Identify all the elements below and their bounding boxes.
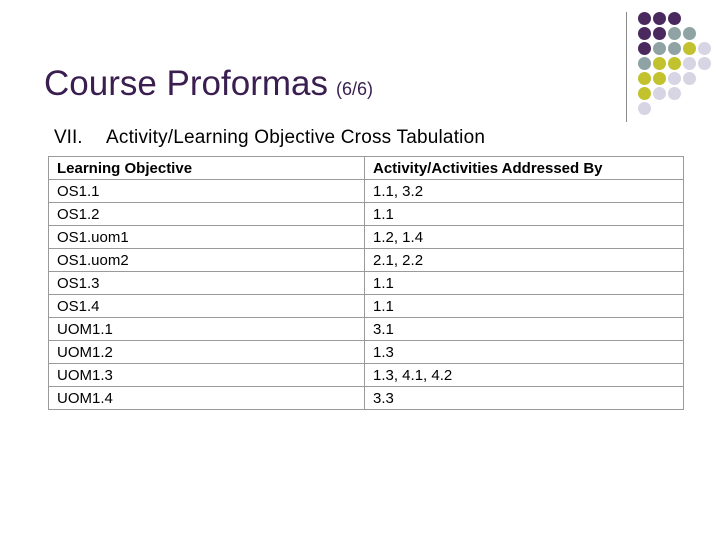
table-row	[49, 203, 684, 226]
decorative-dot	[638, 57, 651, 70]
learning-objective-cell: UOM1.4	[49, 387, 365, 410]
table-row	[49, 341, 684, 364]
decorative-dot	[653, 27, 666, 40]
slide-title-text: Course Proformas	[44, 64, 328, 103]
table-row	[49, 272, 684, 295]
decorative-dot	[653, 12, 666, 25]
table-row	[49, 364, 684, 387]
decorative-divider	[626, 12, 627, 122]
decorative-dot	[638, 42, 651, 55]
decorative-dot	[698, 42, 711, 55]
decorative-dot	[683, 42, 696, 55]
decorative-dot	[698, 27, 711, 40]
section-heading	[54, 127, 485, 149]
table-row	[49, 295, 684, 318]
activities-cell: 1.1, 3.2	[365, 180, 684, 203]
decorative-dot	[653, 102, 666, 115]
table-row	[49, 180, 684, 203]
decorative-dot	[683, 12, 696, 25]
learning-objective-cell: OS1.uom1	[49, 226, 365, 249]
learning-objective-cell: OS1.uom2	[49, 249, 365, 272]
table-body	[49, 180, 684, 410]
decorative-dot	[683, 27, 696, 40]
decorative-dot	[653, 57, 666, 70]
decorative-dot-grid	[638, 12, 711, 115]
decorative-dot	[668, 27, 681, 40]
section-heading-text: Activity/Learning Objective Cross Tabulation	[106, 127, 486, 148]
decorative-dot	[638, 12, 651, 25]
activities-cell: 1.3	[365, 341, 684, 364]
cross-tabulation-table	[48, 156, 684, 410]
decorative-dot	[668, 72, 681, 85]
table-header-row	[49, 157, 684, 180]
decorative-dot	[668, 87, 681, 100]
activities-cell: 3.3	[365, 387, 684, 410]
activities-cell: 1.2, 1.4	[365, 226, 684, 249]
learning-objective-cell: UOM1.1	[49, 318, 365, 341]
decorative-dot	[638, 27, 651, 40]
document-excerpt	[46, 125, 686, 407]
decorative-dot	[698, 87, 711, 100]
decorative-dot	[683, 102, 696, 115]
decorative-dot	[683, 72, 696, 85]
decorative-dot	[668, 102, 681, 115]
decorative-dot	[638, 72, 651, 85]
activities-cell: 1.1	[365, 203, 684, 226]
learning-objective-cell: UOM1.3	[49, 364, 365, 387]
table-row	[49, 249, 684, 272]
learning-objective-cell: OS1.4	[49, 295, 365, 318]
table-row	[49, 387, 684, 410]
slide-title	[44, 64, 373, 104]
decorative-dot	[653, 72, 666, 85]
learning-objective-cell: UOM1.2	[49, 341, 365, 364]
decorative-dot	[698, 12, 711, 25]
decorative-dot	[668, 42, 681, 55]
learning-objective-cell: OS1.1	[49, 180, 365, 203]
decorative-dot	[668, 57, 681, 70]
activities-cell: 1.1	[365, 295, 684, 318]
decorative-dot	[668, 12, 681, 25]
decorative-dot	[653, 87, 666, 100]
slide-title-suffix: (6/6)	[335, 79, 373, 99]
decorative-dot	[638, 102, 651, 115]
decorative-dot	[683, 87, 696, 100]
learning-objective-cell: OS1.3	[49, 272, 365, 295]
decorative-dot	[698, 102, 711, 115]
decorative-dot	[698, 72, 711, 85]
activities-cell: 2.1, 2.2	[365, 249, 684, 272]
activities-cell: 1.1	[365, 272, 684, 295]
learning-objective-cell: OS1.2	[49, 203, 365, 226]
activities-cell: 3.1	[365, 318, 684, 341]
decorative-dot	[683, 57, 696, 70]
column-header-activities: Activity/Activities Addressed By	[365, 157, 684, 180]
decorative-dot	[653, 42, 666, 55]
decorative-dot	[638, 87, 651, 100]
section-number: VII.	[54, 127, 83, 148]
decorative-dot	[698, 57, 711, 70]
activities-cell: 1.3, 4.1, 4.2	[365, 364, 684, 387]
table-row	[49, 226, 684, 249]
column-header-learning-objective: Learning Objective	[49, 157, 365, 180]
table-row	[49, 318, 684, 341]
